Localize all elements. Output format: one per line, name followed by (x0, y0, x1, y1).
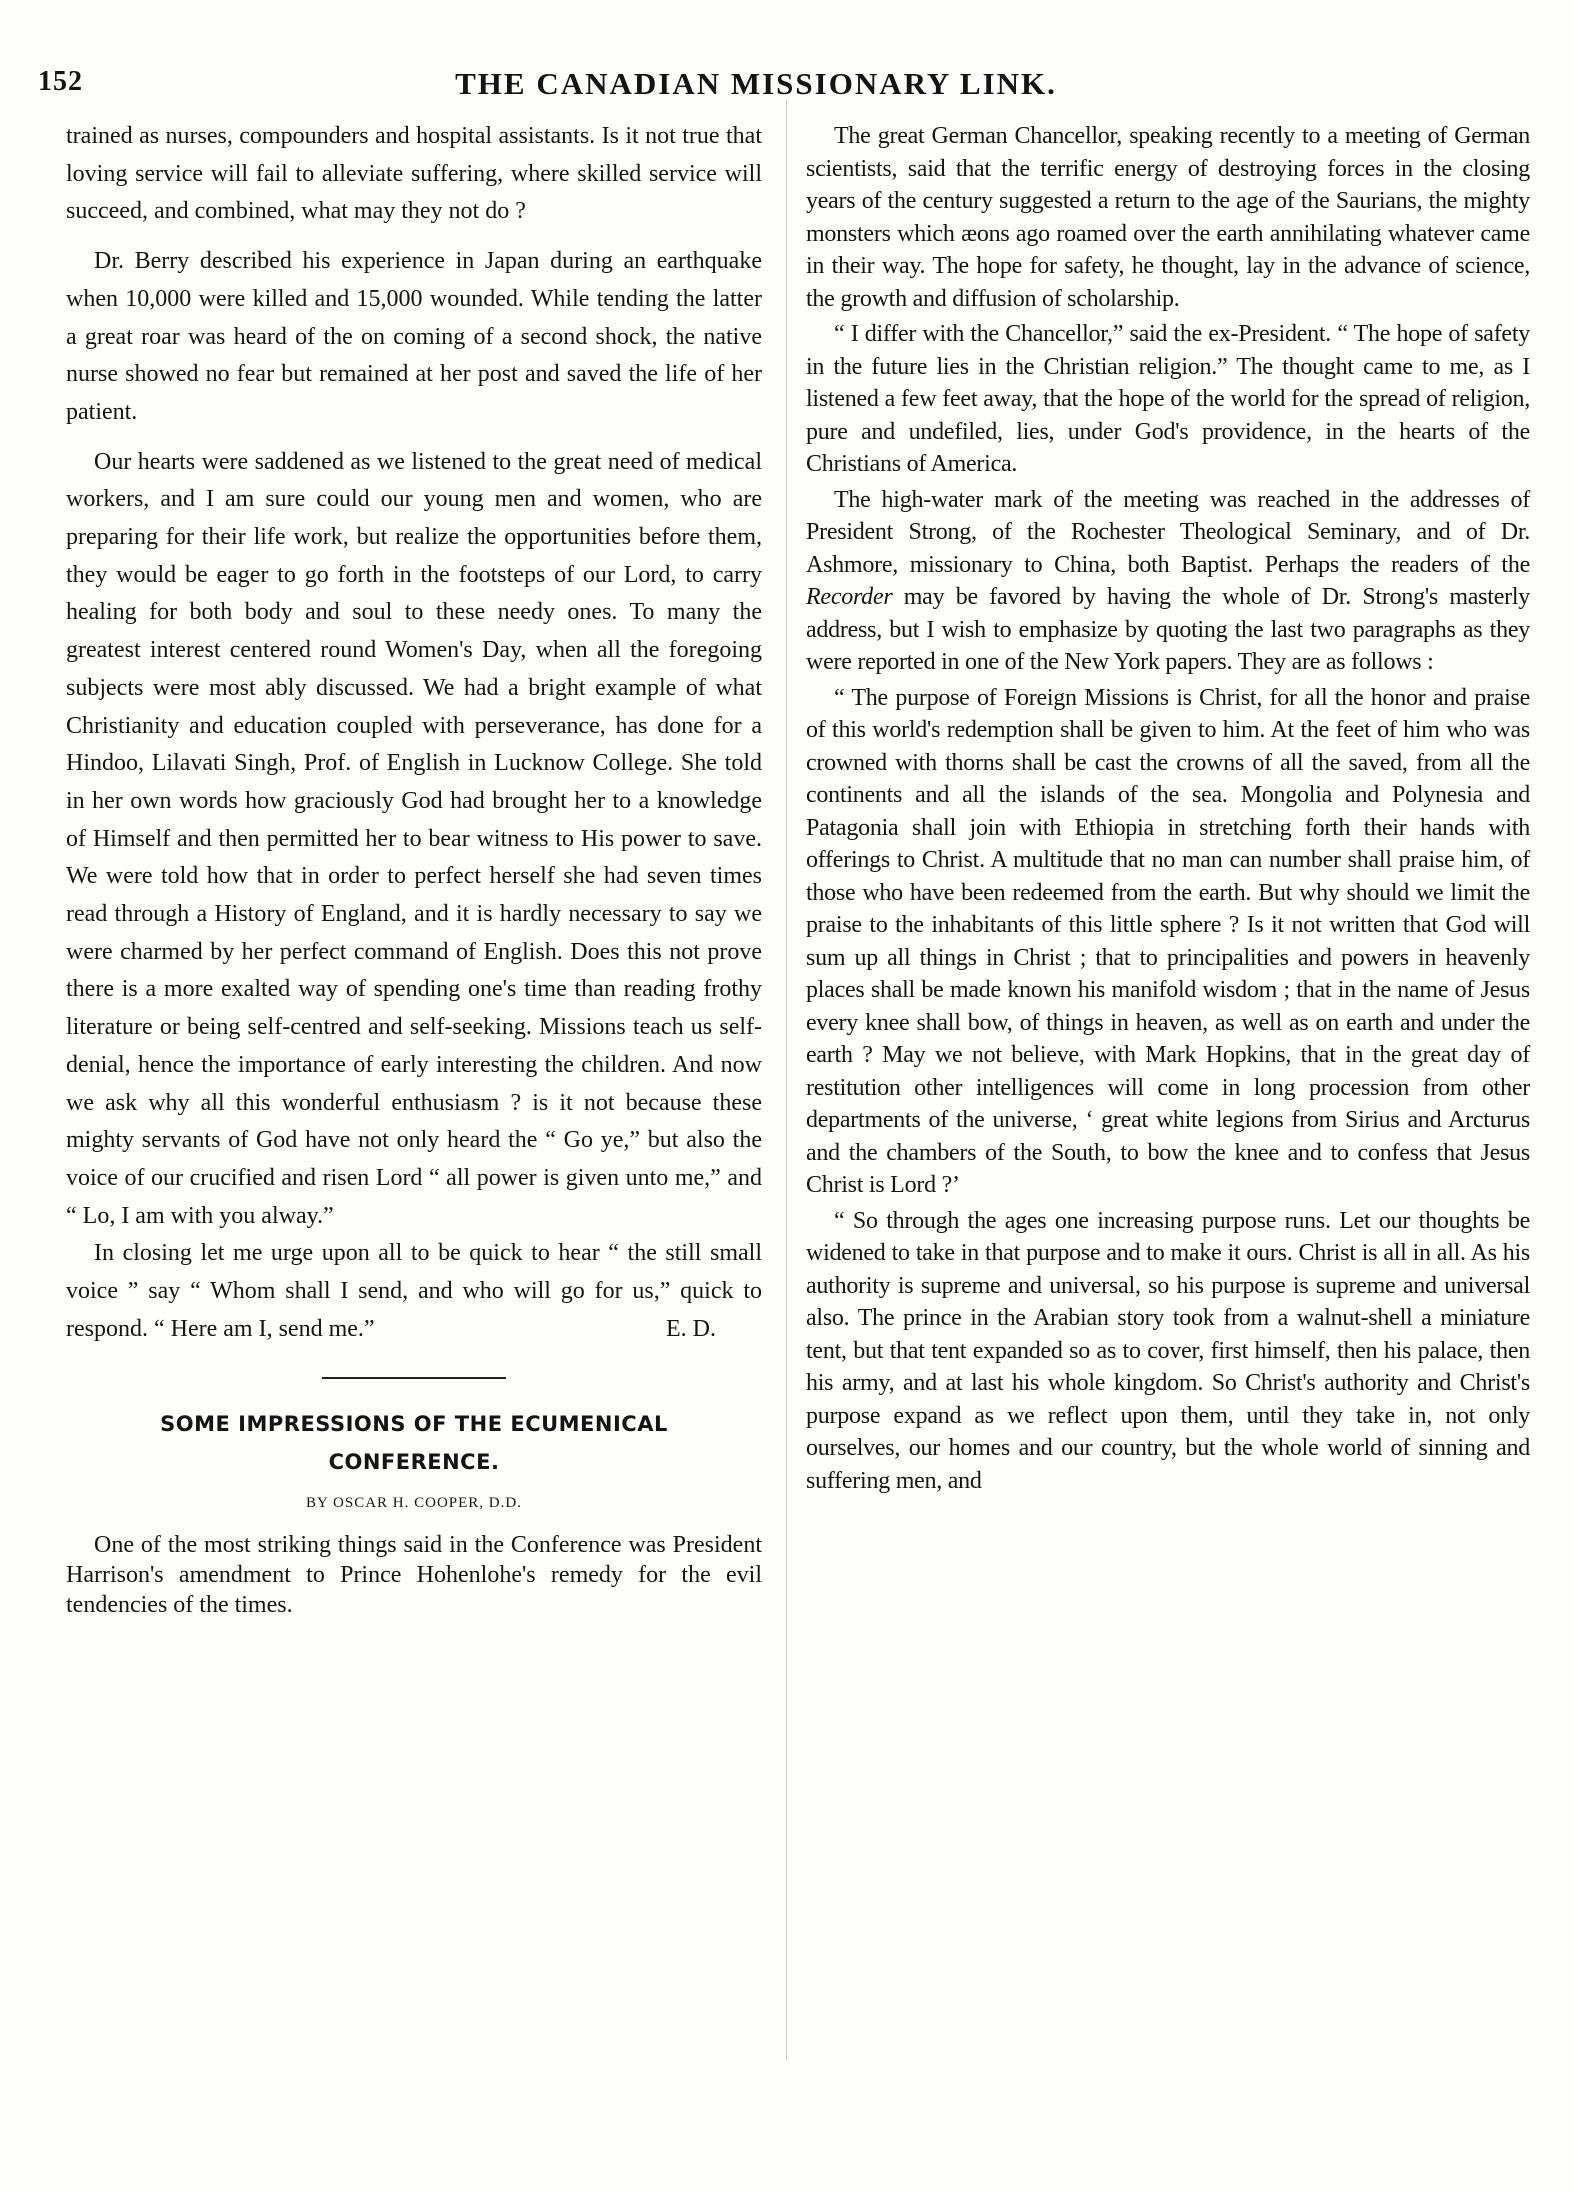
page-number: 152 (38, 66, 83, 97)
right-paragraph-5: “ So through the ages one increasing purpose runs. Let our thoughts be widened to take in that purpose and to make it ours. Christ is all in all. As his authority is supreme and universal, so his purpose is supreme and universal also. The prince in the Arabian story took from a walnut-shell a miniature tent, but that tent expanded so as to cover, first himself, then his palace, then his army, and at last his whole kingdom. So Christ's authority and Christ's purpose expand as we reflect upon them, until they take in, not only ourselves, our homes and our country, but the whole world of sinning and suffering men, and (806, 1207, 1530, 1494)
recorder-italic: Recorder (806, 584, 893, 610)
right-paragraph-3 (806, 484, 1530, 679)
article-title (66, 1405, 762, 1481)
right-paragraph-3-end: may be favored by having the whole of Dr. Strong's masterly address, but I wish to emphasize by quoting the last two paragraphs as they were reported in one of the New York papers. They are as follows : (806, 584, 1530, 675)
author-initials: E. D. (666, 1315, 716, 1342)
running-head (38, 66, 1474, 106)
section-divider-rule (322, 1377, 506, 1379)
left-paragraph-4 (66, 1235, 762, 1348)
right-paragraph-2: “ I differ with the Chancellor,” said the ex-President. “ The hope of safety in the future lies in the Christian religion.” The thought came to me, as I listened a few feet away, that the hope of the world for the spread of religion, pure and undefiled, lies, under God's providence, in the hearts of the Christians of America. (806, 321, 1530, 477)
article-title-line-1: SOME IMPRESSIONS OF THE ECUMENICAL (160, 1411, 668, 1436)
article-byline: BY OSCAR H. COOPER, D.D. (306, 1494, 522, 1511)
article-title-line-2: CONFERENCE. (328, 1449, 500, 1474)
column-divider (786, 100, 787, 2060)
right-paragraph-4: “ The purpose of Foreign Missions is Christ, for all the honor and praise of this world's redemption shall be given to him. At the feet of him who was crowned with thorns shall be cast the crowns of all the saved, from all the continents and all the islands of the sea. Mongolia and Polynesia and Patagonia shall join with Ethiopia in stretching forth their hands with offerings to Christ. A multitude that no man can number shall praise him, of those who have been redeemed from the earth. But why should we limit the praise to the inhabitants of this little sphere ? Is it not written that God will sum up all things in Christ ; that to principalities and powers in heavenly places shall be made known his manifold wisdom ; that in the name of Jesus every knee shall bow, of things in heaven, as well as on earth and under the earth ? May we not believe, with Mark Hopkins, that in the great day of restitution other intelligences will come in long procession from other departments of the universe, ‘ great white legions from Sirius and Arcturus and the chambers of the South, to bow the knee and to confess that Jesus Christ is Lord ?’ (806, 684, 1530, 1198)
right-paragraph-3-start: The high-water mark of the meeting was reached in the addresses of President Strong, of the Rochester Theological Seminary, and of Dr. Ashmore, missionary to China, both Baptist. Perhaps the readers of the (806, 486, 1530, 578)
closing-text: In closing let me urge upon all to be quick to hear “ the still small voice ” say “ Whom shall I send, and who will go for us,” quick to respond. “ Here am I, send me.” (66, 1240, 762, 1342)
left-paragraph-1: trained as nurses, compounders and hospital assistants. Is it not true that loving service will fail to alleviate suffering, where skilled service will succeed, and combined, what may they not do ? (66, 123, 762, 225)
right-column (806, 120, 1530, 1497)
left-paragraph-2: Dr. Berry described his experience in Japan during an earthquake when 10,000 were killed and 15,000 wounded. While tending the latter a great roar was heard of the on coming of a second shock, the native nurse showed no fear but remained at her post and saved the life of her patient. (66, 248, 762, 425)
right-paragraph-1: The great German Chancellor, speaking recently to a meeting of German scientists, said that the terrific energy of destroying forces in the closing years of the century suggested a return to the age of the Saurians, the mighty monsters which æons ago roamed over the earth annihilating whatever came in their way. The hope for safety, he thought, lay in the advance of science, the growth and diffusion of scholarship. (806, 123, 1530, 312)
left-column (66, 118, 762, 1620)
left-paragraph-3: Our hearts were saddened as we listened to the great need of medical workers, and I am sure could our young men and women, who are preparing for their life work, but realize the opportunities before them, they would be eager to go forth in the footsteps of our Lord, to carry healing for both body and soul to these needy ones. To many the greatest interest centered round Women's Day, when all the foregoing subjects were most ably discussed. We had a bright example of what Christianity and education coupled with perseverance, has done for a Hindoo, Lilavati Singh, Prof. of English in Lucknow College. She told in her own words how graciously God had brought her to a knowledge of Himself and then permitted her to bear witness to His power to save. We were told how that in order to perfect herself she had seven times read through a History of England, and it is hardly necessary to say we were charmed by her perfect command of English. Does this not prove there is a more exalted way of spending one's time than reading frothy literature or being self-centred and self-seeking. Missions teach us self-denial, hence the importance of early interesting the children. And now we ask why all this wonderful enthusiasm ? is it not because these mighty servants of God have not only heard the “ Go ye,” but also the voice of our crucified and risen Lord “ all power is given unto me,” and “ Lo, I am with you alway.” (66, 448, 762, 1229)
journal-title: THE CANADIAN MISSIONARY LINK. (455, 66, 1057, 101)
article-intro-paragraph: One of the most striking things said in the Conference was President Harrison's amendment to Prince Hohenlohe's remedy for the evil tendencies of the times. (66, 1532, 762, 1619)
